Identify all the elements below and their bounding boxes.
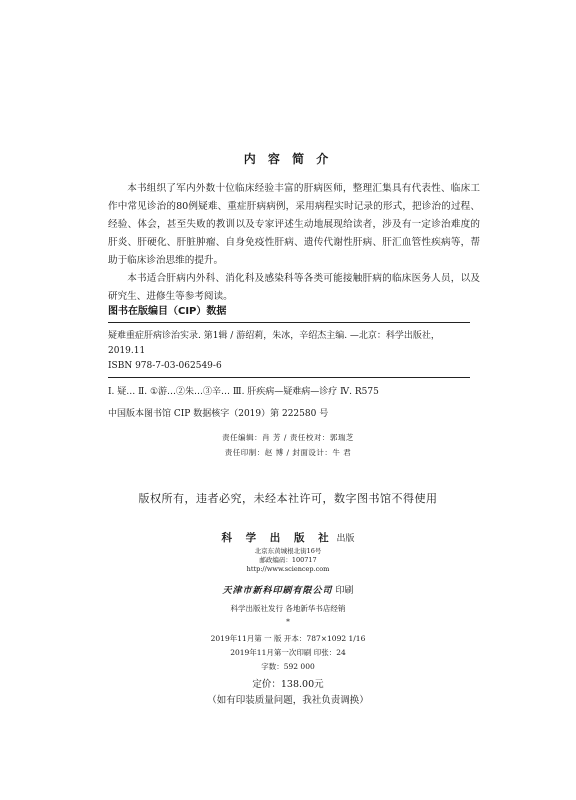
publisher-website: http://www.sciencep.com [246, 565, 330, 573]
publisher-postcode: 邮政编码：100717 [259, 556, 317, 564]
summary-title: 内 容 简 介 [243, 152, 333, 166]
summary-paragraph-2: 本书适合肝病内外科、消化科及感染科等各类可能接触肝病的临床医务人员，以及研究生、进修生等参考阅读。 [108, 273, 480, 302]
summary-body [108, 180, 480, 306]
quality-note: （如有印装质量问题，我社负责调换） [207, 695, 369, 706]
price: 定价：138.00元 [252, 679, 324, 690]
printer-name: 天津市新科印刷有限公司 [222, 586, 333, 596]
cip-number: 中国版本图书馆 CIP 数据核字（2019）第 222580 号 [108, 409, 329, 419]
publisher-line [0, 530, 576, 545]
cip-heading: 图书在版编目（CIP）数据 [108, 306, 227, 317]
publisher-suffix: 出版 [336, 534, 355, 544]
printer-line [0, 583, 576, 596]
publisher-name: 科 学 出 版 社 [221, 532, 334, 544]
copyright-notice: 版权所有，违者必究，未经本社许可，数字图书馆不得使用 [138, 492, 438, 505]
word-count: 字数：592 000 [261, 662, 315, 671]
staff-editors: 责任编辑：肖 芳 / 责任校对：郭瑞芝 [222, 433, 354, 442]
staff-production: 责任印制：赵 博 / 封面设计：牛 君 [224, 448, 352, 457]
cip-top-rule [108, 322, 470, 323]
separator-mark: * [286, 617, 290, 626]
printer-suffix: 印刷 [335, 586, 354, 596]
cip-isbn: ISBN 978-7-03-062549-6 [108, 361, 222, 371]
cip-record: 疑难重症肝病诊治实录. 第1辑 / 游绍莉，朱冰，辛绍杰主编. —北京：科学出版社，2019.11 [108, 331, 440, 356]
cip-classification: Ⅰ. 疑… Ⅱ. ①游…②朱…③辛… Ⅲ. 肝疾病—疑难病—诊疗 Ⅳ. R575 [108, 387, 379, 397]
distribution-line: 科学出版社发行 各地新华书店经销 [230, 604, 346, 613]
edition-line: 2019年11月第 一 版 开本：787×1092 1/16 [210, 634, 366, 643]
cip-middle-rule [108, 377, 470, 378]
publisher-address: 北京东黄城根北街16号 [254, 547, 322, 555]
printing-line: 2019年11月第一次印刷 印张：24 [230, 648, 346, 657]
summary-paragraph-1: 本书组织了军内外数十位临床经验丰富的肝病医师，整理汇集具有代表性、临床工作中常见诊治的80例疑难、重症肝病病例，采用病程实时记录的形式，把诊治的过程、经验、体会，甚至失败的教训以及专家评述生动地展现给读者，涉及有一定诊治难度的肝炎、肝硬化、肝脏肿瘤、自身免疫性肝病、遗传代谢性肝病、肝汇血管性疾病等，帮助于临床诊治思维的提升。 [108, 183, 480, 266]
